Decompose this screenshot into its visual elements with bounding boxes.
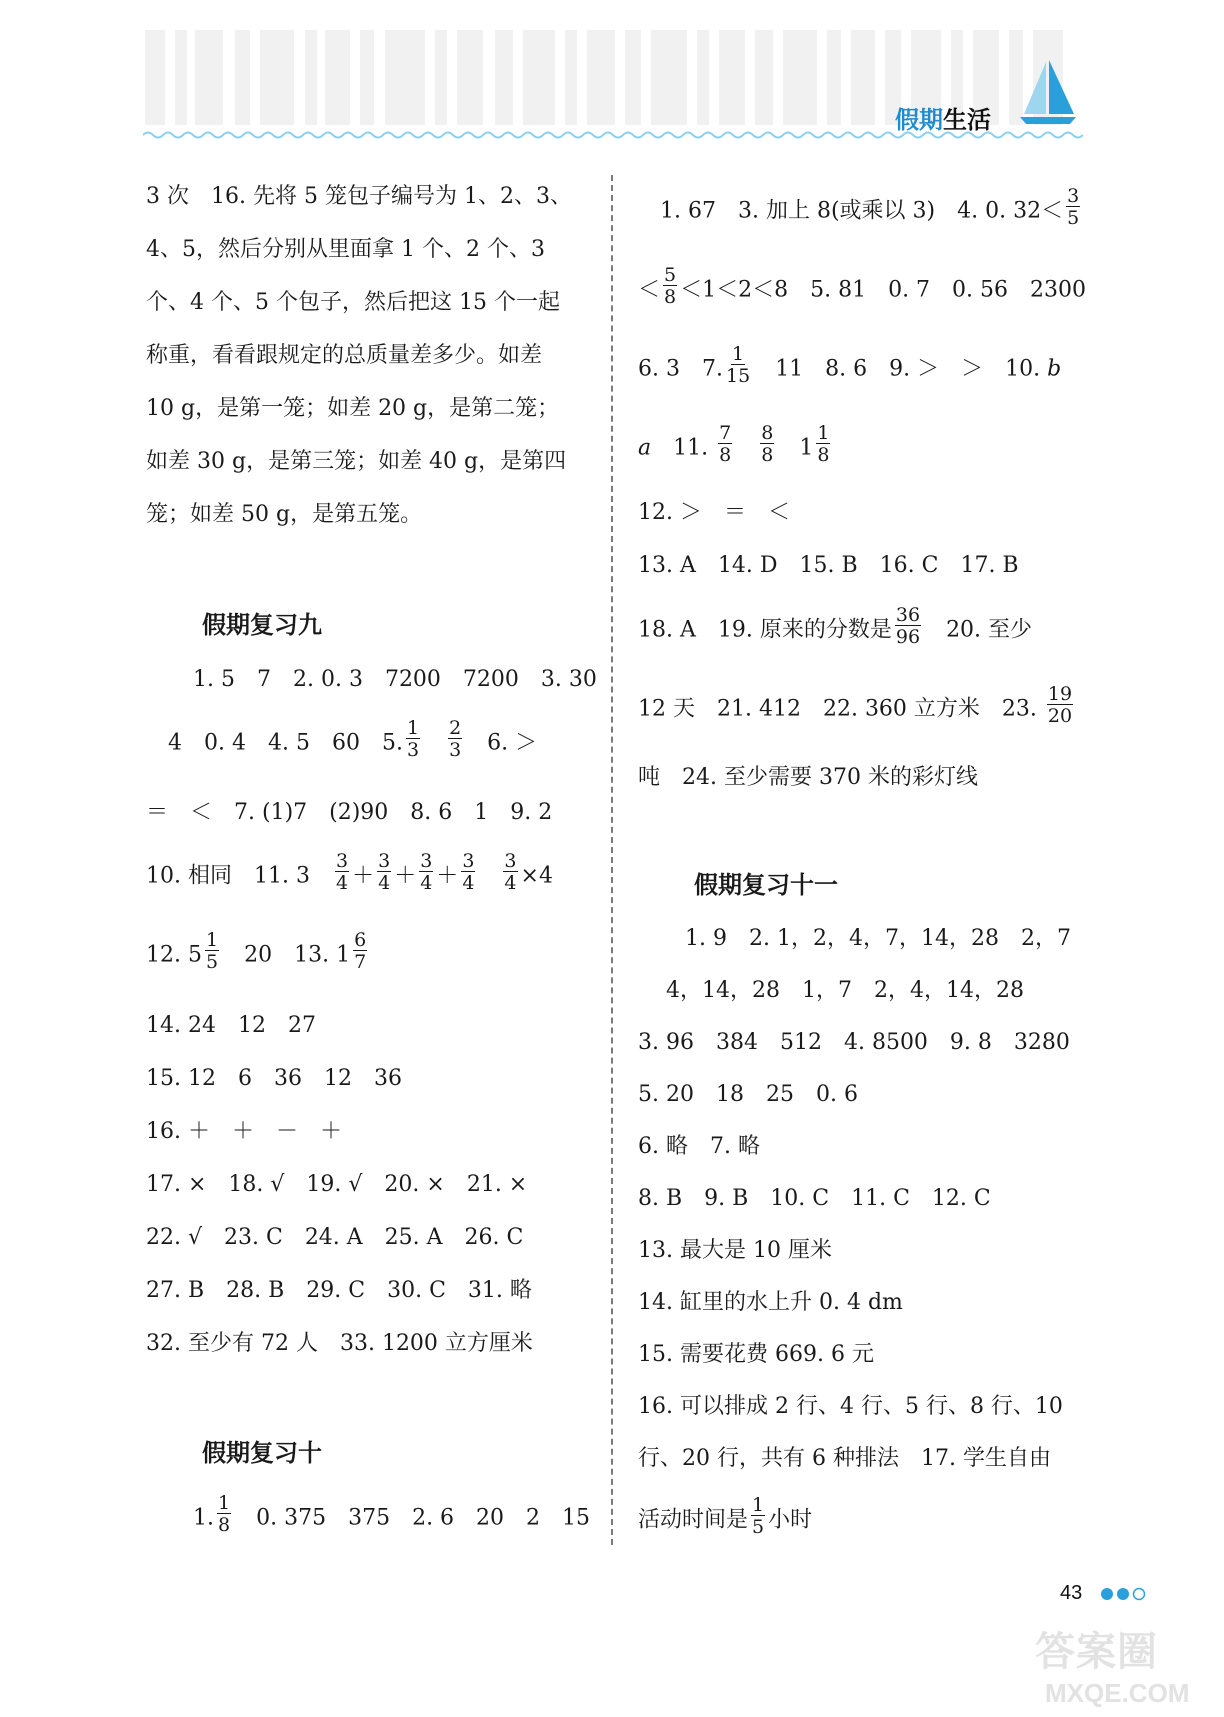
text-segment: 11. (673, 435, 709, 461)
answer-line: 32. 至少有 72 人 33. 1200 立方厘米 (146, 1331, 533, 1356)
fraction: $\frac{36}{96}$ (895, 604, 921, 648)
fraction: $\frac{7}{8}$ (719, 422, 732, 466)
fraction: $\frac{1}{15}$ (725, 343, 751, 387)
page-number: 43 (1060, 1582, 1083, 1604)
fraction: $\frac{1}{3}$ (406, 717, 420, 761)
header-wave-line (143, 130, 1083, 140)
answer-line: 27. B 28. B 29. C 30. C 31. 略 (146, 1278, 532, 1303)
fraction: $\frac{2}{3}$ (449, 717, 462, 761)
text-segment: ＋ (436, 863, 459, 889)
section-heading-11: 假期复习十一 (694, 871, 838, 899)
fraction: $\frac{8}{8}$ (761, 422, 774, 466)
answer-line: 行、20 行，共有 6 种排法 17. 学生自由 (638, 1446, 1051, 1471)
answer-line: 16. 可以排成 2 行、4 行、5 行、8 行、10 (638, 1394, 1063, 1419)
answer-line (638, 343, 1062, 390)
text-segment: 4 0. 4 4. 5 60 5. (168, 730, 403, 756)
fraction: $\frac{3}{5}$ (1067, 185, 1080, 229)
column-divider (611, 175, 613, 1545)
answer-line: 15. 需要花费 669. 6 元 (638, 1342, 874, 1367)
fraction: $\frac{1}{8}$ (218, 1492, 231, 1536)
fraction: $\frac{19}{20}$ (1047, 683, 1073, 727)
text-segment: 10. 相同 11. 3 (146, 863, 310, 889)
text-segment: b (1047, 356, 1062, 382)
answer-line: ＝ ＜ 7. (1)7 (2)90 8. 6 1 9. 2 (146, 800, 553, 825)
section-heading-9: 假期复习九 (202, 611, 322, 639)
text-line: 如差 30 g，是第三笼；如差 40 g，是第四 (146, 449, 567, 474)
answer-line (146, 850, 553, 897)
answer-line: 5. 20 18 25 0. 6 (638, 1082, 858, 1107)
fraction: $\frac{3}{4}$ (504, 850, 517, 894)
answer-line (168, 717, 538, 764)
text-segment: ＜1＜2＜8 5. 81 0. 7 0. 56 2300 (680, 277, 1087, 303)
text-segment: 1 (799, 435, 814, 461)
text-segment: 6. 3 7. (638, 356, 723, 382)
text-segment: 小时 (768, 1507, 813, 1533)
text-segment: 12 天 21. 412 22. 360 立方米 23. (638, 696, 1037, 722)
text-line: 10 g，是第一笼；如差 20 g，是第二笼； (146, 396, 560, 421)
sailboat-icon (1018, 60, 1078, 126)
fraction: $\frac{1}{8}$ (817, 422, 830, 466)
answer-line (638, 683, 1076, 730)
answer-line: 12. ＞ ＝ ＜ (638, 500, 790, 525)
text-line: 3 次 16. 先将 5 笼包子编号为 1、2、3、 (146, 184, 572, 209)
text-segment: 1. (193, 1505, 214, 1531)
answer-line (146, 929, 370, 976)
answer-line: 16. ＋ ＋ － ＋ (146, 1119, 342, 1144)
answer-line (638, 264, 1087, 311)
fraction: $\frac{3}{4}$ (378, 850, 391, 894)
text-segment: 18. A 19. 原来的分数是 (638, 617, 892, 643)
text-line: 个、4 个、5 个包子，然后把这 15 个一起 (146, 290, 560, 315)
answer-line: 22. √ 23. C 24. A 25. A 26. C (146, 1225, 524, 1250)
answer-line: 1. 9 2. 1，2，4，7，14，28 2，7 (685, 926, 1071, 951)
fraction: $\frac{5}{8}$ (664, 264, 677, 308)
answer-line: 4，14，28 1，7 2，4，14，28 (666, 978, 1024, 1003)
text-segment: 12. 5 (146, 942, 202, 968)
watermark-logo: 答案圈 (1035, 1630, 1158, 1674)
fraction: $\frac{6}{7}$ (354, 929, 367, 973)
fraction: $\frac{3}{4}$ (335, 850, 349, 894)
text-segment: ×4 (520, 863, 553, 889)
fraction: $\frac{1}{5}$ (752, 1494, 765, 1538)
answer-line: 1. 5 7 2. 0. 3 7200 7200 3. 30 (193, 667, 597, 692)
answer-line (638, 422, 833, 469)
answer-line: 17. × 18. √ 19. √ 20. × 21. × (146, 1172, 528, 1197)
answer-line (193, 1492, 591, 1539)
text-segment: 6. ＞ (487, 730, 538, 756)
text-segment: 1. 67 3. 加上 8(或乘以 3) 4. 0. 32＜ (660, 198, 1064, 224)
fraction: $\frac{3}{4}$ (462, 850, 475, 894)
answer-line: 15. 12 6 36 12 36 (146, 1066, 402, 1091)
text-segment: ＋ (352, 863, 375, 889)
text-segment: 0. 375 375 2. 6 20 2 15 (256, 1505, 591, 1531)
answer-line: 吨 24. 至少需要 370 米的彩灯线 (638, 765, 978, 790)
text-segment: 11 8. 6 9. ＞ ＞ 10. (775, 356, 1041, 382)
answer-line: 6. 略 7. 略 (638, 1134, 760, 1159)
page-dots-icon (1100, 1586, 1148, 1602)
text-segment: a (638, 435, 652, 461)
text-segment: 20 13. 1 (244, 942, 351, 968)
answer-line: 14. 缸里的水上升 0. 4 dm (638, 1290, 903, 1315)
answer-line (660, 185, 1083, 232)
text-line: 称重，看看跟规定的总质量差多少。如差 (146, 343, 543, 368)
answer-line: 14. 24 12 27 (146, 1013, 316, 1038)
answer-line (638, 604, 1033, 651)
section-heading-10: 假期复习十 (202, 1439, 322, 1467)
watermark-url: MXQE.COM (1045, 1678, 1190, 1708)
text-line: 笼；如差 50 g，是第五笼。 (146, 502, 423, 527)
text-segment: 活动时间是 (638, 1507, 749, 1533)
answer-line: 13. A 14. D 15. B 16. C 17. B (638, 553, 1019, 578)
answer-line: 8. B 9. B 10. C 11. C 12. C (638, 1186, 991, 1211)
header-title: 假期生活 (895, 106, 991, 134)
answer-line: 3. 96 384 512 4. 8500 9. 8 3280 (638, 1030, 1070, 1055)
answer-line: 13. 最大是 10 厘米 (638, 1238, 832, 1263)
text-segment: 20. 至少 (946, 617, 1033, 643)
fraction: $\frac{3}{4}$ (420, 850, 433, 894)
fraction: $\frac{1}{5}$ (205, 929, 219, 973)
answer-line (638, 1494, 813, 1541)
text-line: 4、5，然后分别从里面拿 1 个、2 个、3 (146, 237, 545, 262)
text-segment: ＋ (394, 863, 417, 889)
text-segment: ＜ (638, 277, 661, 303)
